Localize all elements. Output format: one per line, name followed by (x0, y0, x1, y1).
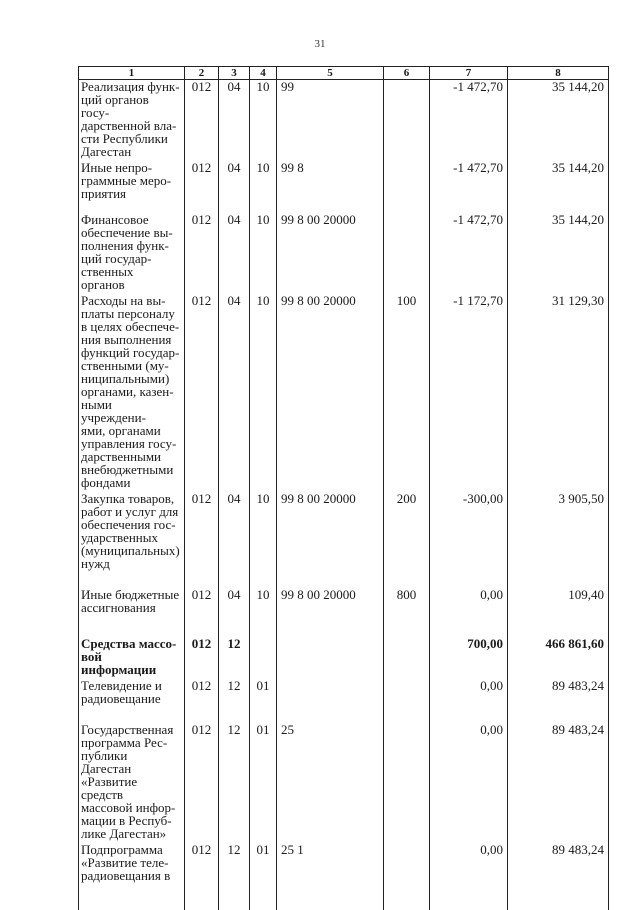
subsection-code: 10 (250, 158, 277, 210)
total-amount: 466 861,60 (508, 634, 609, 676)
column-header-2: 2 (185, 67, 219, 80)
ministry-code: 012 (185, 634, 219, 676)
target-article-code: 99 (277, 80, 384, 159)
ministry-code: 012 (185, 210, 219, 291)
section-code: 12 (219, 720, 250, 840)
item-name: Государственная программа Рес- публики Дагестан «Развитие средств массовой инфор- мации в Респуб- лике Дагестан» (79, 720, 185, 840)
change-amount: 0,00 (430, 676, 508, 720)
item-name: Реализация функ- ций органов госу- дарственной вла- сти Республики Дагестан (79, 80, 185, 159)
column-header-5: 5 (277, 67, 384, 80)
table-row (79, 158, 609, 210)
item-name: Финансовое обеспечение вы- полнения функ- ций государ- ственных органов (79, 210, 185, 291)
target-article-code: 25 1 (277, 840, 384, 910)
ministry-code: 012 (185, 489, 219, 585)
table-row (79, 210, 609, 291)
ministry-code: 012 (185, 80, 219, 159)
section-code: 04 (219, 489, 250, 585)
column-header-8: 8 (508, 67, 609, 80)
page-number: 31 (314, 38, 326, 50)
change-amount: -1 472,70 (430, 80, 508, 159)
total-amount: 35 144,20 (508, 80, 609, 159)
item-name: Подпрограмма «Развитие теле- радиовещания в (79, 840, 185, 910)
target-article-code: 99 8 00 20000 (277, 210, 384, 291)
subsection-code (250, 634, 277, 676)
column-header-1: 1 (79, 67, 185, 80)
table-row (79, 676, 609, 720)
total-amount: 89 483,24 (508, 840, 609, 910)
total-amount: 109,40 (508, 585, 609, 634)
total-amount: 3 905,50 (508, 489, 609, 585)
subsection-code: 10 (250, 80, 277, 159)
table-row (79, 634, 609, 676)
expense-type-code (384, 210, 430, 291)
change-amount: 0,00 (430, 585, 508, 634)
column-header-7: 7 (430, 67, 508, 80)
column-header-3: 3 (219, 67, 250, 80)
expense-type-code (384, 840, 430, 910)
table-row (79, 585, 609, 634)
total-amount: 89 483,24 (508, 676, 609, 720)
item-name: Иные непро- граммные меро- приятия (79, 158, 185, 210)
table-row (79, 489, 609, 585)
target-article-code: 99 8 00 20000 (277, 585, 384, 634)
ministry-code: 012 (185, 291, 219, 489)
ministry-code: 012 (185, 158, 219, 210)
section-code: 12 (219, 676, 250, 720)
expense-type-code (384, 80, 430, 159)
expense-type-code (384, 720, 430, 840)
section-code: 04 (219, 158, 250, 210)
target-article-code: 99 8 00 20000 (277, 489, 384, 585)
subsection-code: 01 (250, 720, 277, 840)
expense-type-code: 800 (384, 585, 430, 634)
subsection-code: 10 (250, 489, 277, 585)
target-article-code: 99 8 00 20000 (277, 291, 384, 489)
expense-type-code (384, 634, 430, 676)
section-code: 12 (219, 634, 250, 676)
table-row (79, 720, 609, 840)
table-row (79, 291, 609, 489)
column-number-row (79, 67, 609, 80)
total-amount: 35 144,20 (508, 158, 609, 210)
ministry-code: 012 (185, 720, 219, 840)
table-row (79, 840, 609, 910)
column-header-4: 4 (250, 67, 277, 80)
change-amount: -1 172,70 (430, 291, 508, 489)
column-header-6: 6 (384, 67, 430, 80)
change-amount: -1 472,70 (430, 210, 508, 291)
total-amount: 35 144,20 (508, 210, 609, 291)
subsection-code: 10 (250, 210, 277, 291)
item-name: Средства массо- вой информации (79, 634, 185, 676)
change-amount: 0,00 (430, 720, 508, 840)
change-amount: -1 472,70 (430, 158, 508, 210)
subsection-code: 01 (250, 676, 277, 720)
section-code: 04 (219, 80, 250, 159)
change-amount: -300,00 (430, 489, 508, 585)
target-article-code: 25 (277, 720, 384, 840)
item-name: Иные бюджетные ассигнования (79, 585, 185, 634)
item-name: Закупка товаров, работ и услуг для обеспечения гос- ударственных (муниципальных) нужд (79, 489, 185, 585)
section-code: 04 (219, 291, 250, 489)
ministry-code: 012 (185, 585, 219, 634)
section-code: 04 (219, 210, 250, 291)
section-code: 04 (219, 585, 250, 634)
expense-type-code (384, 676, 430, 720)
subsection-code: 10 (250, 291, 277, 489)
budget-table (78, 66, 609, 910)
section-code: 12 (219, 840, 250, 910)
subsection-code: 01 (250, 840, 277, 910)
item-name: Расходы на вы- платы персоналу в целях обеспече- ния выполнения функций государ- ственными (му- ниципальными) органами, казен- ными учреждени- ями, органами управления госу- дарственными внебюджетными фондами (79, 291, 185, 489)
expense-type-code (384, 158, 430, 210)
target-article-code (277, 634, 384, 676)
subsection-code: 10 (250, 585, 277, 634)
expense-type-code: 100 (384, 291, 430, 489)
target-article-code (277, 676, 384, 720)
total-amount: 31 129,30 (508, 291, 609, 489)
change-amount: 0,00 (430, 840, 508, 910)
expense-type-code: 200 (384, 489, 430, 585)
total-amount: 89 483,24 (508, 720, 609, 840)
ministry-code: 012 (185, 676, 219, 720)
ministry-code: 012 (185, 840, 219, 910)
target-article-code: 99 8 (277, 158, 384, 210)
change-amount: 700,00 (430, 634, 508, 676)
table-row (79, 80, 609, 159)
item-name: Телевидение и радиовещание (79, 676, 185, 720)
